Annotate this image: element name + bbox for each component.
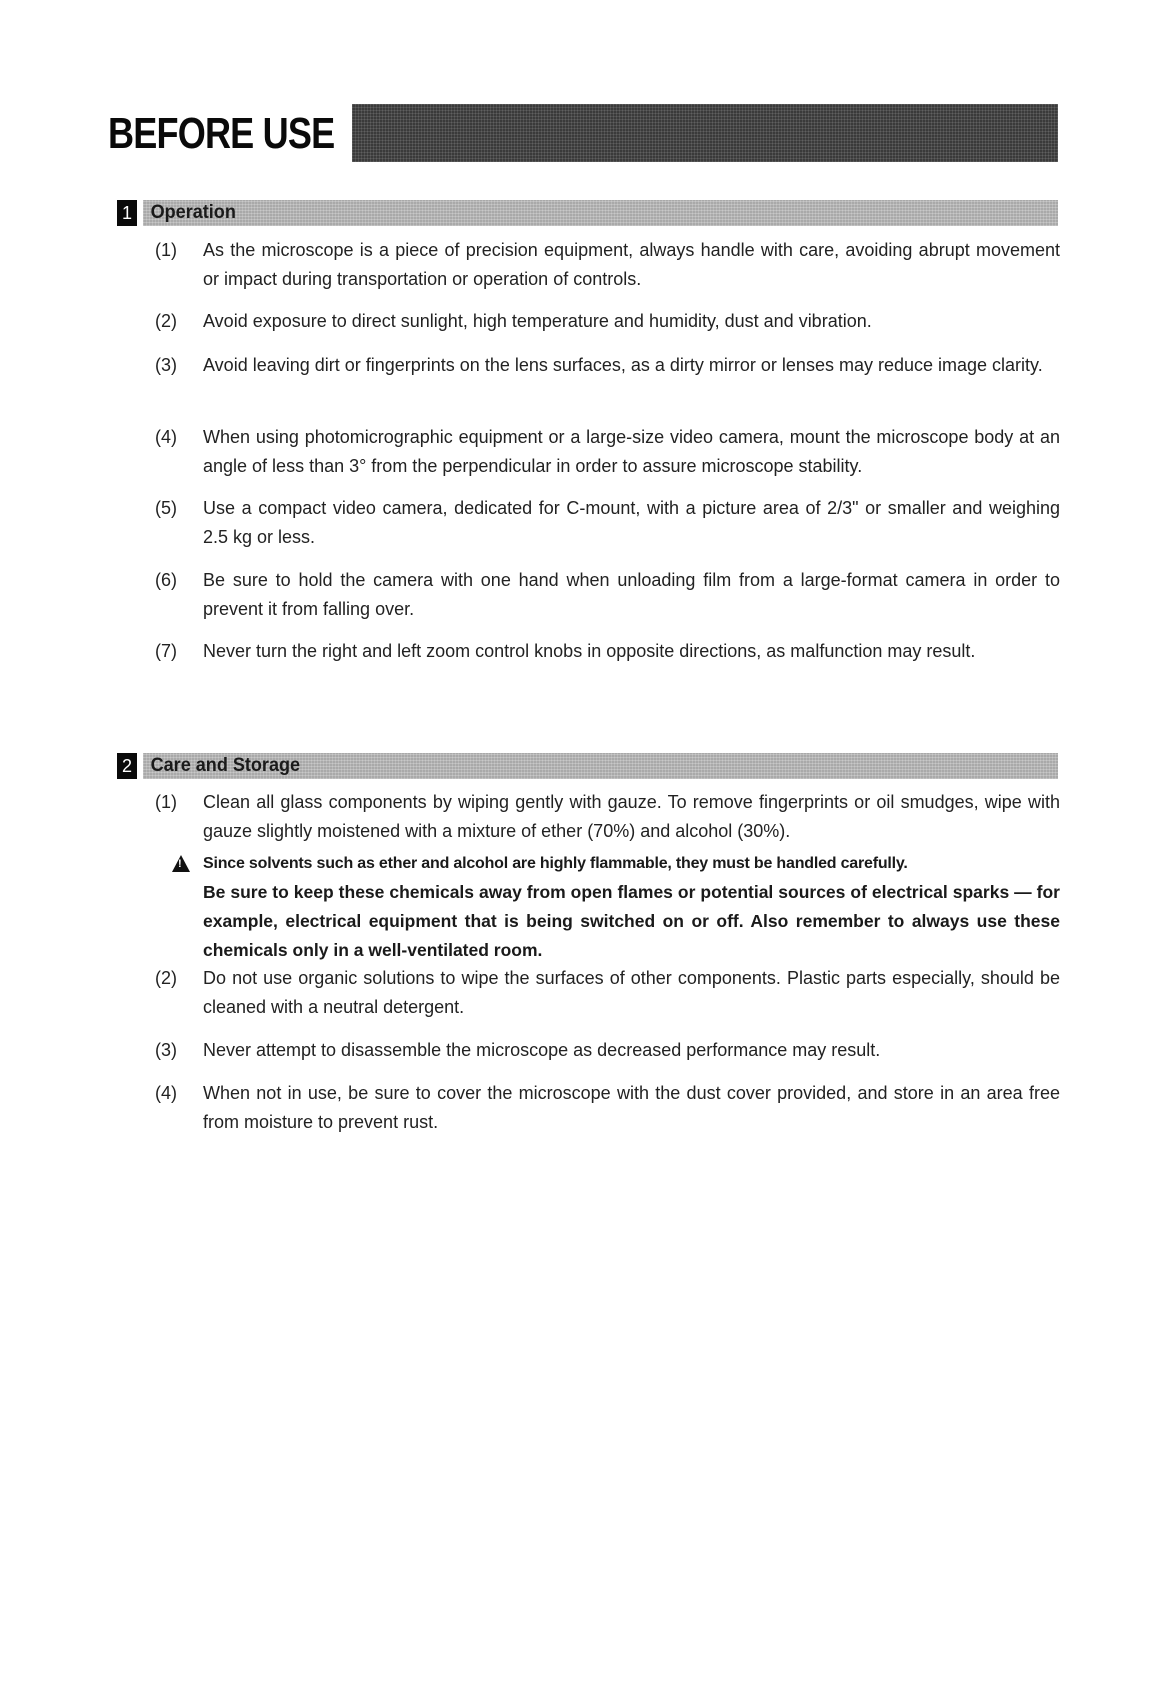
item-number: (1) (155, 792, 177, 812)
title-decorative-bar (352, 104, 1058, 162)
item-number: (7) (155, 641, 177, 661)
section-title: Care and Storage (150, 755, 301, 776)
item-text: Avoid leaving dirt or fingerprints on the lens surfaces, as a dirty mirror or lenses may reduce image clarity. (203, 355, 1043, 375)
list-item (155, 307, 1060, 336)
warning-triangle-icon (172, 855, 190, 872)
item-text: Never turn the right and left zoom control knobs in opposite directions, as malfunction may result. (203, 641, 976, 661)
item-text: Avoid exposure to direct sunlight, high temperature and humidity, dust and vibration. (203, 311, 872, 331)
item-number: (2) (155, 311, 177, 331)
page-title: BEFORE USE (108, 109, 335, 158)
section-title-bar (143, 753, 1058, 779)
warning-rest: Be sure to keep these chemicals away from open flames or potential sources of electrical sparks — for example, electrical equipment that is being switched on or off. Also remember to always use these chemicals only in a well-ventilated room. (203, 882, 1060, 960)
list-item (155, 1079, 1060, 1137)
item-number: (3) (155, 1040, 177, 1060)
item-number: (1) (155, 240, 177, 260)
item-number: (6) (155, 570, 177, 590)
list-item (155, 236, 1060, 294)
list-item (155, 423, 1060, 481)
item-number: (4) (155, 427, 177, 447)
item-text: Use a compact video camera, dedicated for C-mount, with a picture area of 2/3" or smaller and weighing 2.5 kg or less. (203, 498, 1060, 547)
item-text: Be sure to hold the camera with one hand when unloading film from a large-format camera in order to prevent it from falling over. (203, 570, 1060, 619)
item-number: (5) (155, 498, 177, 518)
section-title-bar (143, 200, 1058, 226)
item-number: (4) (155, 1083, 177, 1103)
item-number: (3) (155, 355, 177, 375)
section-header-care-and-storage (117, 753, 1058, 779)
item-text: Do not use organic solutions to wipe the surfaces of other components. Plastic parts especially, should be cleaned with a neutral detergent. (203, 968, 1060, 1017)
item-text: Never attempt to disassemble the microscope as decreased performance may result. (203, 1040, 881, 1060)
section-number-badge: 2 (117, 753, 137, 779)
warning-text (203, 849, 1060, 965)
list-item (155, 566, 1060, 624)
item-text: When using photomicrographic equipment or a large-size video camera, mount the microscope body at an angle of less than 3° from the perpendicular in order to assure microscope stability. (203, 427, 1060, 476)
list-item (155, 1036, 1060, 1065)
item-text: As the microscope is a piece of precision equipment, always handle with care, avoiding abrupt movement or impact during transportation or operation of controls. (203, 240, 1060, 289)
list-item (155, 351, 1060, 380)
section-number-badge: 1 (117, 200, 137, 226)
list-item (155, 637, 1060, 666)
section-header-operation (117, 200, 1058, 226)
item-number: (2) (155, 968, 177, 988)
list-item (155, 788, 1060, 846)
list-item (155, 494, 1060, 552)
item-text: Clean all glass components by wiping gently with gauze. To remove fingerprints or oil smudges, wipe with gauze slightly moistened with a mixture of ether (70%) and alcohol (30%). (203, 792, 1060, 841)
warning-note (170, 849, 1060, 965)
list-item (155, 964, 1060, 1022)
warning-first-line: Since solvents such as ether and alcohol are highly flammable, they must be handled carefully. (203, 855, 908, 872)
section-title: Operation (150, 202, 236, 223)
item-text: When not in use, be sure to cover the microscope with the dust cover provided, and store in an area free from moisture to prevent rust. (203, 1083, 1060, 1132)
